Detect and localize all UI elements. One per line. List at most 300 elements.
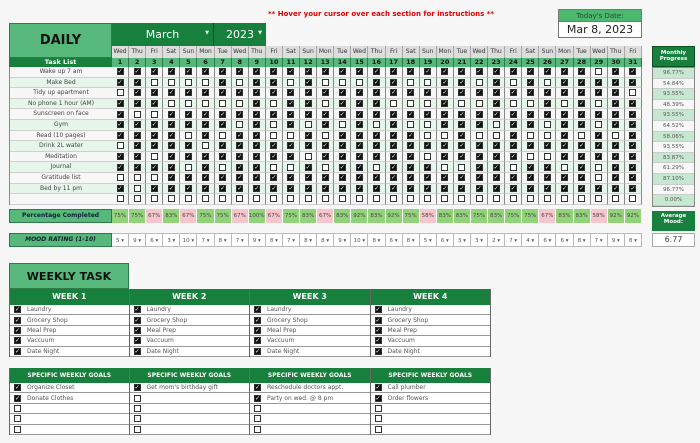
task-item-label[interactable]: Meal Prep: [27, 326, 57, 334]
task-item-label[interactable]: Meal Prep: [387, 326, 417, 334]
checkbox[interactable]: ✓: [596, 153, 602, 161]
checkbox[interactable]: ✓: [255, 347, 261, 355]
checkbox[interactable]: ✓: [596, 78, 602, 86]
checkbox[interactable]: ✓: [375, 337, 381, 345]
checkbox[interactable]: ✓: [459, 153, 465, 161]
checkbox[interactable]: ✓: [544, 163, 550, 171]
checkbox[interactable]: ✓: [613, 78, 619, 86]
checkbox[interactable]: ✓: [185, 68, 191, 76]
checkbox[interactable]: ✓: [134, 78, 140, 86]
checkbox[interactable]: ✓: [356, 184, 362, 192]
task-name[interactable]: No phone 1 hour (AM): [10, 99, 112, 110]
checkbox[interactable]: ✓: [203, 153, 209, 161]
mood-dropdown[interactable]: 9 ▾: [608, 233, 625, 247]
checkbox[interactable]: ✓: [425, 110, 431, 118]
checkbox[interactable]: [390, 195, 397, 202]
checkbox[interactable]: ✓: [408, 142, 414, 150]
checkbox[interactable]: [322, 195, 329, 202]
mood-dropdown[interactable]: 8 ▾: [625, 233, 642, 247]
checkbox[interactable]: ✓: [220, 68, 226, 76]
checkbox[interactable]: ✓: [476, 142, 482, 150]
checkbox[interactable]: [117, 142, 124, 149]
checkbox[interactable]: ✓: [544, 89, 550, 97]
checkbox[interactable]: [151, 79, 158, 86]
mood-dropdown[interactable]: 9 ▾: [249, 233, 266, 247]
checkbox[interactable]: ✓: [322, 110, 328, 118]
checkbox[interactable]: ✓: [373, 184, 379, 192]
checkbox[interactable]: ✓: [151, 142, 157, 150]
checkbox[interactable]: ✓: [613, 174, 619, 182]
checkbox[interactable]: ✓: [561, 110, 568, 118]
checkbox[interactable]: ✓: [305, 142, 311, 150]
checkbox[interactable]: [458, 195, 465, 202]
checkbox[interactable]: [254, 405, 261, 412]
checkbox[interactable]: ✓: [271, 78, 277, 86]
checkbox[interactable]: [527, 100, 534, 107]
checkbox[interactable]: ✓: [356, 142, 362, 150]
checkbox[interactable]: [629, 89, 636, 96]
checkbox[interactable]: ✓: [220, 89, 226, 97]
checkbox[interactable]: ✓: [630, 78, 636, 86]
checkbox[interactable]: [458, 100, 465, 107]
checkbox[interactable]: ✓: [493, 68, 499, 76]
checkbox[interactable]: ✓: [459, 142, 465, 150]
checkbox[interactable]: ✓: [442, 110, 448, 118]
checkbox[interactable]: ✓: [544, 68, 550, 76]
task-item-label[interactable]: Grocery Shop: [146, 316, 188, 324]
task-item-label[interactable]: Organize Closet: [27, 384, 75, 392]
checkbox[interactable]: ✓: [339, 89, 345, 97]
checkbox[interactable]: ✓: [459, 184, 465, 192]
checkbox[interactable]: ✓: [408, 163, 414, 171]
checkbox[interactable]: ✓: [203, 131, 209, 139]
checkbox[interactable]: [134, 405, 141, 412]
checkbox[interactable]: [322, 100, 329, 107]
mood-dropdown[interactable]: 9 ▾: [129, 233, 146, 247]
checkbox[interactable]: [287, 195, 294, 202]
checkbox[interactable]: ✓: [373, 110, 379, 118]
checkbox[interactable]: ✓: [442, 142, 448, 150]
checkbox[interactable]: ✓: [322, 142, 328, 150]
checkbox[interactable]: [561, 164, 568, 171]
checkbox[interactable]: [219, 164, 226, 171]
checkbox[interactable]: ✓: [630, 184, 636, 192]
checkbox[interactable]: [219, 100, 226, 107]
checkbox[interactable]: ✓: [168, 121, 174, 129]
task-item-label[interactable]: Order flowers: [387, 394, 429, 402]
checkbox[interactable]: ✓: [168, 184, 174, 192]
checkbox[interactable]: ✓: [579, 78, 585, 86]
checkbox[interactable]: ✓: [408, 68, 414, 76]
checkbox[interactable]: [595, 100, 602, 107]
mood-dropdown[interactable]: 7 ▾: [591, 233, 608, 247]
checkbox[interactable]: ✓: [185, 184, 191, 192]
checkbox[interactable]: ✓: [630, 131, 636, 139]
task-item-label[interactable]: Laundry: [27, 306, 52, 314]
checkbox[interactable]: ✓: [339, 174, 345, 182]
checkbox[interactable]: ✓: [544, 184, 550, 192]
checkbox[interactable]: [476, 132, 483, 139]
checkbox[interactable]: ✓: [630, 68, 636, 76]
checkbox[interactable]: ✓: [254, 142, 260, 150]
checkbox[interactable]: ✓: [117, 131, 123, 139]
checkbox[interactable]: ✓: [442, 78, 448, 86]
checkbox[interactable]: ✓: [339, 163, 345, 171]
checkbox[interactable]: ✓: [134, 337, 140, 345]
checkbox[interactable]: ✓: [527, 89, 533, 97]
mood-dropdown[interactable]: 10 ▾: [351, 233, 368, 247]
mood-dropdown[interactable]: 7 ▾: [232, 233, 249, 247]
checkbox[interactable]: ✓: [442, 184, 448, 192]
checkbox[interactable]: ✓: [425, 142, 431, 150]
checkbox[interactable]: ✓: [493, 78, 499, 86]
checkbox[interactable]: ✓: [527, 110, 533, 118]
checkbox[interactable]: ✓: [339, 142, 345, 150]
checkbox[interactable]: ✓: [305, 174, 311, 182]
task-item-label[interactable]: Grocery Shop: [387, 316, 429, 324]
checkbox[interactable]: [407, 100, 414, 107]
checkbox[interactable]: [151, 174, 158, 181]
checkbox[interactable]: ✓: [134, 163, 140, 171]
checkbox[interactable]: [202, 142, 209, 149]
checkbox[interactable]: ✓: [373, 100, 379, 108]
checkbox[interactable]: ✓: [151, 121, 157, 129]
checkbox[interactable]: ✓: [561, 68, 568, 76]
task-item-label[interactable]: Laundry: [387, 306, 412, 314]
checkbox[interactable]: ✓: [151, 184, 157, 192]
checkbox[interactable]: [493, 121, 500, 128]
checkbox[interactable]: [270, 121, 277, 128]
checkbox[interactable]: ✓: [117, 110, 123, 118]
checkbox[interactable]: ✓: [544, 100, 550, 108]
checkbox[interactable]: ✓: [459, 174, 465, 182]
checkbox[interactable]: ✓: [237, 163, 243, 171]
checkbox[interactable]: [185, 100, 192, 107]
checkbox[interactable]: ✓: [476, 68, 482, 76]
checkbox[interactable]: [595, 68, 602, 75]
checkbox[interactable]: ✓: [255, 394, 261, 402]
checkbox[interactable]: ✓: [322, 89, 328, 97]
checkbox[interactable]: [305, 121, 312, 128]
checkbox[interactable]: [253, 195, 260, 202]
task-name[interactable]: Make Bed: [10, 78, 112, 89]
checkbox[interactable]: ✓: [117, 121, 123, 129]
checkbox[interactable]: ✓: [527, 163, 533, 171]
checkbox[interactable]: ✓: [237, 153, 243, 161]
checkbox[interactable]: ✓: [237, 142, 243, 150]
checkbox[interactable]: ✓: [220, 153, 226, 161]
checkbox[interactable]: [476, 195, 483, 202]
task-item-label[interactable]: Grocery Shop: [267, 316, 308, 324]
task-name[interactable]: Drink 2L water: [10, 141, 112, 152]
checkbox[interactable]: ✓: [134, 384, 140, 392]
task-item-label[interactable]: Party on wed. @ 8 pm: [267, 394, 334, 402]
checkbox[interactable]: ✓: [322, 68, 328, 76]
checkbox[interactable]: [339, 195, 346, 202]
checkbox[interactable]: ✓: [579, 121, 585, 129]
checkbox[interactable]: ✓: [305, 89, 311, 97]
checkbox[interactable]: ✓: [510, 153, 516, 161]
checkbox[interactable]: ✓: [168, 131, 174, 139]
checkbox[interactable]: ✓: [408, 110, 414, 118]
checkbox[interactable]: [117, 89, 124, 96]
checkbox[interactable]: ✓: [255, 316, 261, 324]
checkbox[interactable]: ✓: [373, 153, 379, 161]
checkbox[interactable]: ✓: [185, 153, 191, 161]
checkbox[interactable]: ✓: [459, 121, 465, 129]
checkbox[interactable]: ✓: [254, 110, 260, 118]
checkbox[interactable]: ✓: [493, 142, 499, 150]
checkbox[interactable]: [322, 79, 329, 86]
checkbox[interactable]: [134, 185, 141, 192]
checkbox[interactable]: ✓: [117, 100, 123, 108]
checkbox[interactable]: ✓: [203, 163, 209, 171]
checkbox[interactable]: [202, 100, 209, 107]
checkbox[interactable]: ✓: [237, 184, 243, 192]
checkbox[interactable]: ✓: [288, 68, 294, 76]
checkbox[interactable]: [424, 121, 431, 128]
mood-dropdown[interactable]: 10 ▾: [180, 233, 197, 247]
checkbox[interactable]: ✓: [288, 153, 294, 161]
task-name[interactable]: Tidy up apartment: [10, 88, 112, 99]
checkbox[interactable]: ✓: [442, 153, 448, 161]
checkbox[interactable]: ✓: [544, 174, 550, 182]
checkbox[interactable]: ✓: [220, 184, 226, 192]
checkbox[interactable]: ✓: [375, 347, 381, 355]
checkbox[interactable]: [14, 415, 21, 422]
checkbox[interactable]: ✓: [425, 89, 431, 97]
task-item-label[interactable]: Vaccuum: [267, 337, 295, 345]
checkbox[interactable]: ✓: [305, 184, 311, 192]
checkbox[interactable]: ✓: [613, 100, 619, 108]
checkbox[interactable]: ✓: [134, 142, 140, 150]
checkbox[interactable]: ✓: [391, 142, 397, 150]
checkbox[interactable]: ✓: [203, 121, 209, 129]
task-item-label[interactable]: Donate Clothes: [27, 394, 74, 402]
checkbox[interactable]: [595, 195, 602, 202]
checkbox[interactable]: ✓: [630, 121, 636, 129]
checkbox[interactable]: [134, 111, 141, 118]
checkbox[interactable]: ✓: [185, 174, 191, 182]
checkbox[interactable]: ✓: [271, 153, 277, 161]
checkbox[interactable]: ✓: [561, 142, 568, 150]
checkbox[interactable]: ✓: [134, 100, 140, 108]
mood-dropdown[interactable]: 5 ▾: [112, 233, 129, 247]
checkbox[interactable]: ✓: [544, 142, 550, 150]
checkbox[interactable]: ✓: [151, 68, 157, 76]
checkbox[interactable]: ✓: [613, 153, 619, 161]
checkbox[interactable]: ✓: [442, 100, 448, 108]
checkbox[interactable]: ✓: [117, 68, 123, 76]
checkbox[interactable]: [544, 153, 551, 160]
checkbox[interactable]: ✓: [305, 100, 311, 108]
checkbox[interactable]: ✓: [255, 306, 261, 314]
checkbox[interactable]: [424, 195, 431, 202]
mood-dropdown[interactable]: 8 ▾: [266, 233, 283, 247]
checkbox[interactable]: ✓: [203, 174, 209, 182]
checkbox[interactable]: ✓: [373, 68, 379, 76]
checkbox[interactable]: [202, 79, 209, 86]
checkbox[interactable]: ✓: [459, 78, 465, 86]
checkbox[interactable]: ✓: [356, 89, 362, 97]
checkbox[interactable]: ✓: [561, 131, 568, 139]
checkbox[interactable]: ✓: [630, 110, 636, 118]
checkbox[interactable]: [185, 132, 192, 139]
checkbox[interactable]: ✓: [322, 153, 328, 161]
checkbox[interactable]: ✓: [254, 78, 260, 86]
checkbox[interactable]: ✓: [288, 110, 294, 118]
checkbox[interactable]: [510, 79, 517, 86]
checkbox[interactable]: ✓: [339, 153, 345, 161]
checkbox[interactable]: ✓: [596, 89, 602, 97]
mood-dropdown[interactable]: 7 ▾: [197, 233, 214, 247]
checkbox[interactable]: [134, 426, 141, 433]
checkbox[interactable]: [236, 121, 243, 128]
checkbox[interactable]: ✓: [493, 174, 499, 182]
checkbox[interactable]: ✓: [579, 174, 585, 182]
checkbox[interactable]: ✓: [561, 174, 568, 182]
checkbox[interactable]: ✓: [373, 78, 379, 86]
task-item-label[interactable]: Vaccuum: [387, 337, 415, 345]
checkbox[interactable]: ✓: [237, 68, 243, 76]
checkbox[interactable]: ✓: [425, 68, 431, 76]
checkbox[interactable]: [236, 195, 243, 202]
mood-dropdown[interactable]: 3 ▾: [163, 233, 180, 247]
mood-dropdown[interactable]: 7 ▾: [505, 233, 522, 247]
checkbox[interactable]: ✓: [579, 142, 585, 150]
checkbox[interactable]: ✓: [613, 163, 619, 171]
checkbox[interactable]: ✓: [322, 184, 328, 192]
checkbox[interactable]: ✓: [288, 174, 294, 182]
checkbox[interactable]: ✓: [510, 110, 516, 118]
checkbox[interactable]: [612, 195, 619, 202]
task-item-label[interactable]: Call plumber: [387, 384, 426, 392]
checkbox[interactable]: ✓: [476, 121, 482, 129]
mood-dropdown[interactable]: 8 ▾: [574, 233, 591, 247]
checkbox[interactable]: ✓: [15, 306, 21, 314]
checkbox[interactable]: [407, 121, 414, 128]
checkbox[interactable]: ✓: [561, 78, 568, 86]
checkbox[interactable]: ✓: [271, 142, 277, 150]
checkbox[interactable]: ✓: [391, 68, 397, 76]
checkbox[interactable]: ✓: [288, 100, 294, 108]
checkbox[interactable]: ✓: [237, 89, 243, 97]
checkbox[interactable]: ✓: [493, 110, 499, 118]
mood-dropdown[interactable]: 7 ▾: [283, 233, 300, 247]
checkbox[interactable]: ✓: [408, 89, 414, 97]
checkbox[interactable]: ✓: [220, 121, 226, 129]
checkbox[interactable]: [407, 195, 414, 202]
checkbox[interactable]: [561, 195, 568, 202]
checkbox[interactable]: ✓: [476, 184, 482, 192]
checkbox[interactable]: ✓: [288, 184, 294, 192]
checkbox[interactable]: ✓: [168, 68, 174, 76]
checkbox[interactable]: [219, 195, 226, 202]
checkbox[interactable]: ✓: [185, 121, 191, 129]
checkbox[interactable]: [578, 132, 585, 139]
checkbox[interactable]: ✓: [255, 337, 261, 345]
checkbox[interactable]: ✓: [185, 142, 191, 150]
checkbox[interactable]: [527, 132, 534, 139]
checkbox[interactable]: ✓: [476, 89, 482, 97]
checkbox[interactable]: ✓: [288, 89, 294, 97]
task-item-label[interactable]: Date Night: [387, 347, 420, 355]
checkbox[interactable]: ✓: [596, 142, 602, 150]
checkbox[interactable]: ✓: [305, 68, 311, 76]
mood-dropdown[interactable]: 8 ▾: [215, 233, 232, 247]
checkbox[interactable]: ✓: [288, 142, 294, 150]
checkbox[interactable]: [151, 195, 158, 202]
checkbox[interactable]: ✓: [391, 153, 397, 161]
checkbox[interactable]: ✓: [391, 131, 397, 139]
checkbox[interactable]: ✓: [630, 174, 636, 182]
checkbox[interactable]: ✓: [613, 68, 619, 76]
checkbox[interactable]: [510, 195, 517, 202]
checkbox[interactable]: ✓: [151, 131, 157, 139]
checkbox[interactable]: ✓: [237, 131, 243, 139]
checkbox[interactable]: ✓: [375, 306, 381, 314]
checkbox[interactable]: [254, 415, 261, 422]
checkbox[interactable]: [236, 100, 243, 107]
checkbox[interactable]: [168, 79, 175, 86]
checkbox[interactable]: ✓: [254, 121, 260, 129]
checkbox[interactable]: [595, 164, 602, 171]
checkbox[interactable]: ✓: [373, 89, 379, 97]
checkbox[interactable]: ✓: [15, 384, 21, 392]
task-name[interactable]: Sunscreen on face: [10, 109, 112, 120]
checkbox[interactable]: ✓: [339, 68, 345, 76]
checkbox[interactable]: ✓: [561, 153, 568, 161]
checkbox[interactable]: [595, 174, 602, 181]
checkbox[interactable]: [424, 132, 431, 139]
checkbox[interactable]: [476, 100, 483, 107]
checkbox[interactable]: ✓: [271, 110, 277, 118]
checkbox[interactable]: ✓: [117, 184, 123, 192]
checkbox[interactable]: ✓: [596, 184, 602, 192]
checkbox[interactable]: [476, 79, 483, 86]
checkbox[interactable]: ✓: [375, 394, 381, 402]
checkbox[interactable]: [254, 426, 261, 433]
checkbox[interactable]: ✓: [510, 184, 516, 192]
checkbox[interactable]: ✓: [271, 184, 277, 192]
checkbox[interactable]: ✓: [339, 184, 345, 192]
checkbox[interactable]: ✓: [527, 121, 533, 129]
checkbox[interactable]: ✓: [15, 347, 21, 355]
checkbox[interactable]: [134, 395, 141, 402]
checkbox[interactable]: [305, 153, 312, 160]
mood-dropdown[interactable]: 6 ▾: [437, 233, 454, 247]
mood-dropdown[interactable]: 9 ▾: [334, 233, 351, 247]
checkbox[interactable]: ✓: [544, 110, 550, 118]
mood-dropdown[interactable]: 4 ▾: [522, 233, 539, 247]
mood-dropdown[interactable]: 6 ▾: [539, 233, 556, 247]
checkbox[interactable]: ✓: [630, 153, 636, 161]
checkbox[interactable]: ✓: [237, 174, 243, 182]
checkbox[interactable]: ✓: [356, 68, 362, 76]
checkbox[interactable]: ✓: [220, 142, 226, 150]
checkbox[interactable]: [424, 100, 431, 107]
checkbox[interactable]: ✓: [408, 131, 414, 139]
checkbox[interactable]: ✓: [15, 394, 21, 402]
checkbox[interactable]: ✓: [613, 121, 619, 129]
checkbox[interactable]: ✓: [254, 163, 260, 171]
mood-dropdown[interactable]: 6 ▾: [386, 233, 403, 247]
checkbox[interactable]: ✓: [254, 153, 260, 161]
checkbox[interactable]: [117, 195, 124, 202]
checkbox[interactable]: [185, 195, 192, 202]
checkbox[interactable]: ✓: [237, 110, 243, 118]
checkbox[interactable]: [287, 79, 294, 86]
